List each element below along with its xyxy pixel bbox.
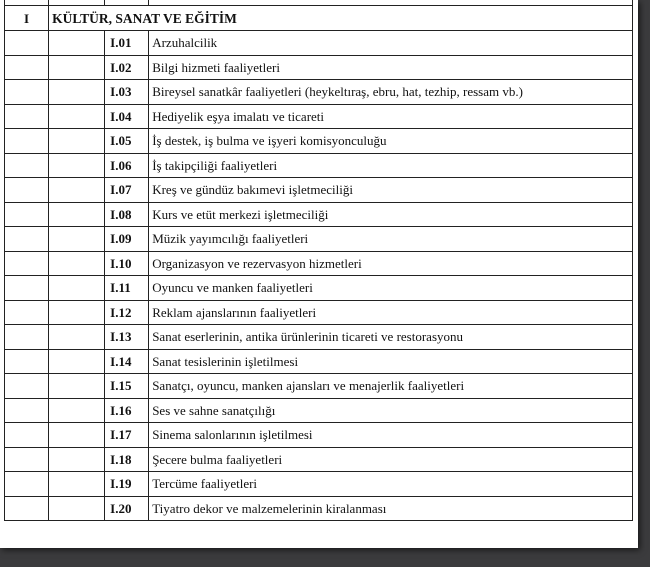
table-row [5, 374, 633, 399]
activity-code: I.15 [105, 374, 149, 399]
section-title: KÜLTÜR, SANAT VE EĞİTİM [49, 6, 633, 31]
activity-description: Sanat eserlerinin, antika ürünlerinin ticareti ve restorasyonu [149, 325, 633, 350]
activity-code: I.20 [105, 496, 149, 521]
empty-cell [49, 276, 105, 301]
empty-cell [5, 276, 49, 301]
empty-cell [49, 153, 105, 178]
table-row [5, 31, 633, 56]
table-row [5, 104, 633, 129]
table-row [5, 423, 633, 448]
empty-cell [5, 227, 49, 252]
empty-cell [49, 202, 105, 227]
empty-cell [5, 55, 49, 80]
empty-cell [49, 80, 105, 105]
activity-description: Sinema salonlarının işletilmesi [149, 423, 633, 448]
activity-code: I.04 [105, 104, 149, 129]
activity-description: Organizasyon ve rezervasyon hizmetleri [149, 251, 633, 276]
empty-cell [5, 104, 49, 129]
empty-cell [49, 104, 105, 129]
activity-code: I.12 [105, 300, 149, 325]
table-row [5, 496, 633, 521]
activity-description: Kreş ve gündüz bakımevi işletmeciliği [149, 178, 633, 203]
empty-cell [49, 496, 105, 521]
activity-code: I.05 [105, 129, 149, 154]
empty-cell [49, 227, 105, 252]
empty-cell [49, 129, 105, 154]
empty-cell [49, 55, 105, 80]
table-row [5, 300, 633, 325]
empty-cell [5, 178, 49, 203]
section-letter: I [5, 6, 49, 31]
empty-cell [49, 423, 105, 448]
activity-description: Müzik yayımcılığı faaliyetleri [149, 227, 633, 252]
activity-description: Tercüme faaliyetleri [149, 472, 633, 497]
activity-description: Bireysel sanatkâr faaliyetleri (heykeltıraş, ebru, hat, tezhip, ressam vb.) [149, 80, 633, 105]
empty-cell [5, 374, 49, 399]
activity-description: Bilgi hizmeti faaliyetleri [149, 55, 633, 80]
activity-code: I.16 [105, 398, 149, 423]
empty-cell [49, 251, 105, 276]
table-row [5, 472, 633, 497]
activity-description: Sanat tesislerinin işletilmesi [149, 349, 633, 374]
activity-code: I.18 [105, 447, 149, 472]
empty-cell [5, 447, 49, 472]
table-row [5, 178, 633, 203]
empty-cell [5, 31, 49, 56]
activity-description: Reklam ajanslarının faaliyetleri [149, 300, 633, 325]
empty-cell [49, 349, 105, 374]
empty-cell [5, 472, 49, 497]
activity-description: Şecere bulma faaliyetleri [149, 447, 633, 472]
table-row [5, 55, 633, 80]
empty-cell [49, 300, 105, 325]
activity-code: I.09 [105, 227, 149, 252]
activity-code: I.11 [105, 276, 149, 301]
table-row [5, 129, 633, 154]
activity-description: İş takipçiliği faaliyetleri [149, 153, 633, 178]
activity-code: I.08 [105, 202, 149, 227]
activity-description: Arzuhalcilik [149, 31, 633, 56]
activity-code: I.19 [105, 472, 149, 497]
empty-cell [5, 349, 49, 374]
activity-description: Tiyatro dekor ve malzemelerinin kiralanması [149, 496, 633, 521]
empty-cell [49, 472, 105, 497]
empty-cell [5, 398, 49, 423]
table-row [5, 325, 633, 350]
activity-description: Hediyelik eşya imalatı ve ticareti [149, 104, 633, 129]
empty-cell [49, 374, 105, 399]
activity-code: I.17 [105, 423, 149, 448]
empty-cell [49, 398, 105, 423]
activity-code: I.06 [105, 153, 149, 178]
table-row [5, 80, 633, 105]
table-row [5, 447, 633, 472]
activity-code: I.10 [105, 251, 149, 276]
activity-code: I.02 [105, 55, 149, 80]
activity-code: I.01 [105, 31, 149, 56]
activity-code: I.13 [105, 325, 149, 350]
table-row [5, 153, 633, 178]
empty-cell [5, 423, 49, 448]
activity-description: Ses ve sahne sanatçılığı [149, 398, 633, 423]
activity-description: İş destek, iş bulma ve işyeri komisyonculuğu [149, 129, 633, 154]
empty-cell [49, 447, 105, 472]
table-row [5, 202, 633, 227]
empty-cell [5, 496, 49, 521]
empty-cell [49, 325, 105, 350]
empty-cell [5, 153, 49, 178]
activity-description: Sanatçı, oyuncu, manken ajansları ve menajerlik faaliyetleri [149, 374, 633, 399]
table-row [5, 227, 633, 252]
activity-table [4, 0, 633, 521]
empty-cell [5, 251, 49, 276]
activity-code: I.14 [105, 349, 149, 374]
section-header-row [5, 6, 633, 31]
activity-description: Kurs ve etüt merkezi işletmeciliği [149, 202, 633, 227]
table-row [5, 276, 633, 301]
empty-cell [5, 80, 49, 105]
empty-cell [5, 300, 49, 325]
empty-cell [49, 31, 105, 56]
activity-description: Oyuncu ve manken faaliyetleri [149, 276, 633, 301]
empty-cell [5, 202, 49, 227]
activity-code: I.03 [105, 80, 149, 105]
empty-cell [5, 129, 49, 154]
table-row [5, 251, 633, 276]
empty-cell [5, 325, 49, 350]
table-row [5, 349, 633, 374]
empty-cell [49, 178, 105, 203]
activity-code: I.07 [105, 178, 149, 203]
table-row [5, 398, 633, 423]
